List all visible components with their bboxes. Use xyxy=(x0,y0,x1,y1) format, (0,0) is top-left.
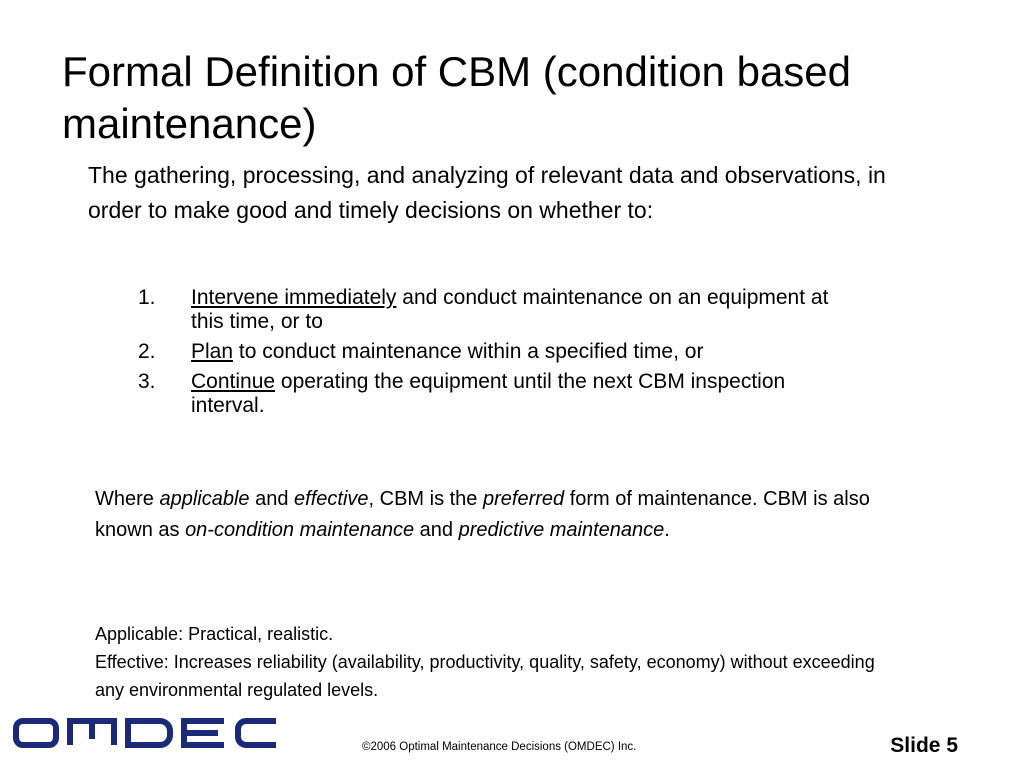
omdec-logo xyxy=(12,717,280,749)
where-paragraph xyxy=(95,484,895,546)
definition-term: Applicable xyxy=(95,624,179,644)
where-predictive: predictive maintenance xyxy=(458,519,665,541)
list-item xyxy=(138,286,858,334)
where-preferred: preferred xyxy=(483,488,565,510)
list-item-text: and conduct maintenance on an equipment at this time, or to xyxy=(191,286,829,333)
decision-list xyxy=(138,286,858,424)
where-text-4: form of maintenance. CBM is also known as xyxy=(95,488,870,541)
where-text-1: Where xyxy=(95,488,160,510)
list-number: 1. xyxy=(138,286,156,309)
slide-title: Formal Definition of CBM (condition based maintenance) xyxy=(62,48,852,147)
definition-effective xyxy=(95,648,895,704)
definition-text: : Practical, realistic. xyxy=(178,624,334,644)
where-effective: effective xyxy=(294,488,369,510)
where-on-condition: on-condition maintenance xyxy=(185,519,415,541)
where-text-6: . xyxy=(664,519,670,541)
where-text-3: , CBM is the xyxy=(368,488,483,510)
intro-paragraph: The gathering, processing, and analyzing of relevant data and observations, in order to make good and timely decisions on whether to: xyxy=(88,162,886,223)
where-applicable: applicable xyxy=(159,488,250,510)
list-item-text: to conduct maintenance within a specified time, or xyxy=(233,340,704,363)
definition-applicable xyxy=(95,620,895,648)
list-item-text: operating the equipment until the next CBM inspection interval. xyxy=(191,370,786,417)
list-item-lead: Intervene immediately xyxy=(191,286,397,309)
list-item xyxy=(138,370,858,418)
where-text-2: and xyxy=(249,488,295,510)
copyright-notice: ©2006 Optimal Maintenance Decisions (OMDEC) Inc. xyxy=(362,741,637,753)
list-number: 2. xyxy=(138,340,156,363)
list-number: 3. xyxy=(138,370,156,393)
slide-number: Slide 5 xyxy=(890,734,958,757)
definition-term: Effective xyxy=(95,652,164,672)
where-text-5: and xyxy=(414,519,459,541)
definition-text: : Increases reliability (availability, productivity, quality, safety, economy) without exceeding any environmental regulated levels. xyxy=(95,652,875,700)
definitions xyxy=(95,620,895,704)
list-item-lead: Plan xyxy=(191,340,234,363)
list-item-lead: Continue xyxy=(191,370,276,393)
list-item xyxy=(138,340,858,364)
